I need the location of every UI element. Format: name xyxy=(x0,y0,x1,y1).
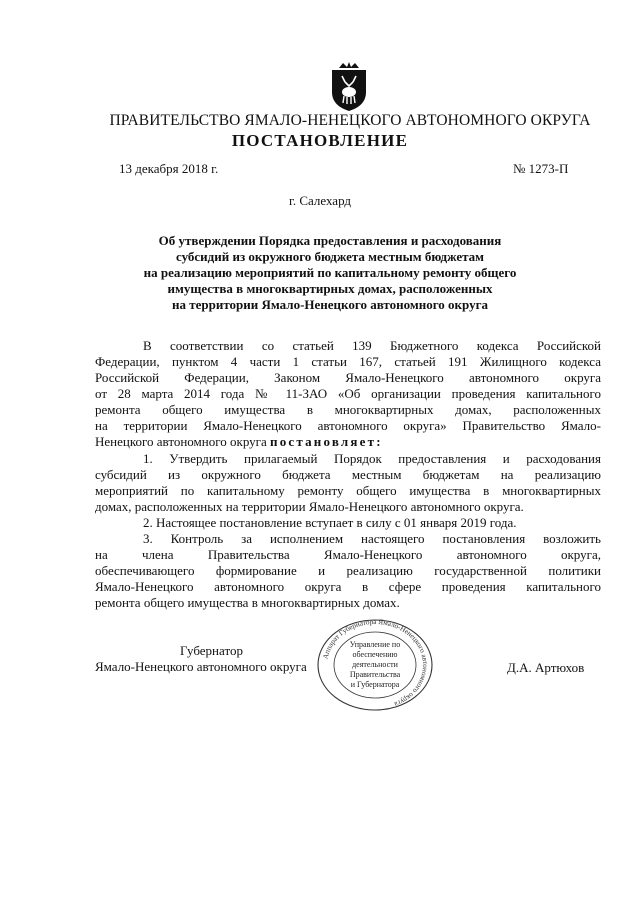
document-type: ПОСТАНОВЛЕНИЕ xyxy=(231,131,409,150)
document-number: № 1273-П xyxy=(513,161,569,176)
text-line: ремонта общего имущества в многоквартирных домах, расположенных xyxy=(95,402,601,417)
decree-word: постановляет: xyxy=(270,434,383,449)
text-line xyxy=(95,434,601,450)
preamble-last-line: Ненецкого автономного округа xyxy=(95,434,267,449)
text-line: домах, расположенных на территории Ямало-Ненецкого автономного округа. xyxy=(95,499,524,514)
text-line: на территории Ямало-Ненецкого автономного округа» Правительство Ямало- xyxy=(95,418,601,433)
text-line: Ямало-Ненецкого автономного округа в сфере проведения капитального xyxy=(95,579,601,594)
title-line: субсидий из окружного бюджета местным бюджетам xyxy=(175,249,485,264)
signatory-region: Ямало-Ненецкого автономного округа xyxy=(95,659,307,674)
text-line: 2. Настоящее постановление вступает в силу с 01 января 2019 года. xyxy=(143,515,517,530)
title-line: на территории Ямало-Ненецкого автономного округа xyxy=(172,297,488,312)
title-line: на реализацию мероприятий по капитальному ремонту общего xyxy=(143,265,517,280)
text-line: на члена Правительства Ямало-Ненецкого автономного округа, xyxy=(95,547,601,562)
signatory-position: Губернатор xyxy=(180,643,243,658)
text-line: мероприятий по капитальному ремонту общего имущества в многоквартирных xyxy=(95,483,601,498)
stamp-line: и Губернатора xyxy=(350,680,400,689)
preamble-paragraph xyxy=(95,338,601,450)
text-line: В соответствии со статьей 139 Бюджетного кодекса Российской xyxy=(143,338,601,353)
stamp-line: Правительства xyxy=(349,670,401,679)
document-city: г. Салехард xyxy=(288,193,352,208)
document-title xyxy=(95,233,565,313)
stamp-line: Управление по xyxy=(349,640,401,649)
organization-name: ПРАВИТЕЛЬСТВО ЯМАЛО-НЕНЕЦКОГО АВТОНОМНОГО ОКРУГА xyxy=(109,112,591,129)
text-line: от 28 марта 2014 года № 11-ЗАО «Об организации проведения капитального xyxy=(95,386,601,401)
text-line: обеспечивающего формирование и реализацию государственной политики xyxy=(95,563,601,578)
stamp-line: обеспечению xyxy=(352,650,398,659)
signatory-name: Д.А. Артюхов xyxy=(507,660,585,675)
text-line: 3. Контроль за исполнением настоящего постановления возложить xyxy=(143,531,601,546)
stamp-center-text xyxy=(338,640,412,690)
document-date: 13 декабря 2018 г. xyxy=(119,161,219,176)
text-line: ремонта общего имущества в многоквартирных домах. xyxy=(95,595,400,610)
text-line: 1. Утвердить прилагаемый Порядок предоставления и расходования xyxy=(143,451,601,466)
stamp-line: деятельности xyxy=(352,660,398,669)
text-line: Федерации, пунктом 4 части 1 статьи 167, статьей 191 Жилищного кодекса xyxy=(95,354,601,369)
decree-items xyxy=(95,451,601,611)
text-line: субсидий из окружного бюджета местным бюджетам на реализацию xyxy=(95,467,601,482)
signatory-title xyxy=(95,643,307,675)
stamp-ring-text: Аппарат Губернатора Ямало-Ненецкого автономного округа xyxy=(321,618,430,709)
text-line: Российской Федерации, Законом Ямало-Ненецкого автономного округа xyxy=(95,370,601,385)
title-line: Об утверждении Порядка предоставления и расходования xyxy=(158,233,502,248)
coat-of-arms-emblem xyxy=(327,62,371,112)
title-line: имущества в многоквартирных домах, расположенных xyxy=(167,281,493,296)
